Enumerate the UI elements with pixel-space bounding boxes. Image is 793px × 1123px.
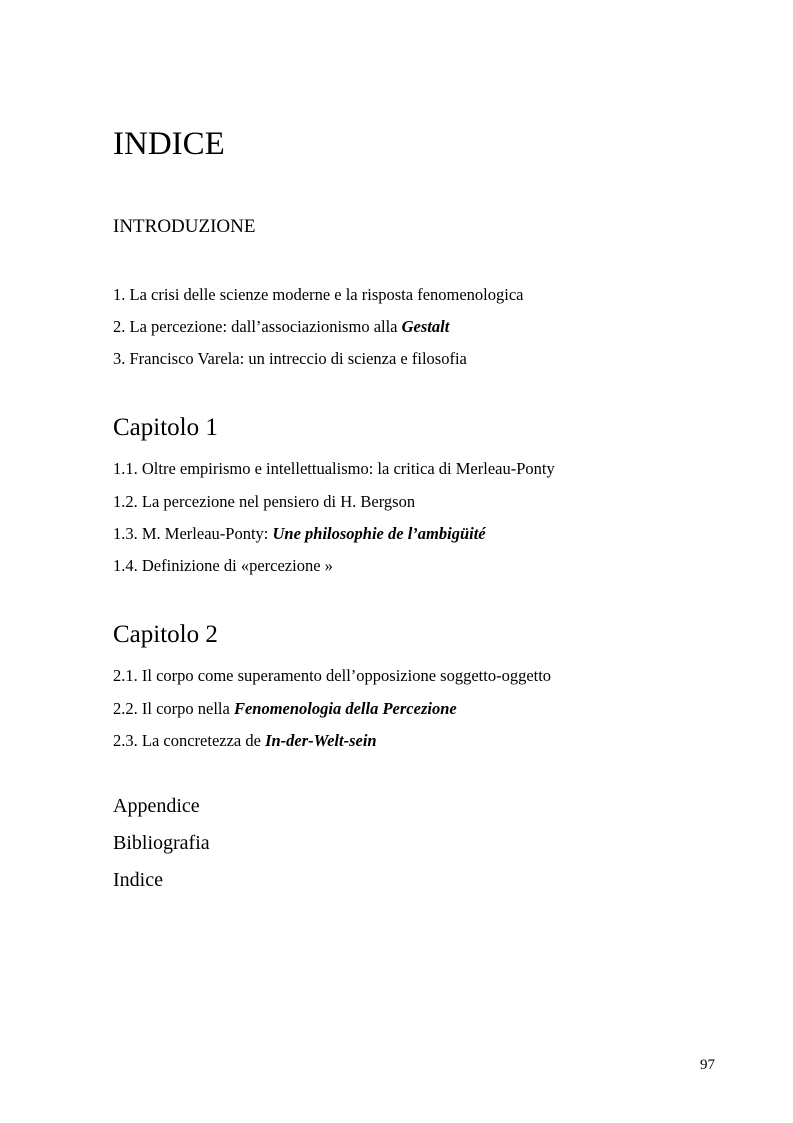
toc-entry-ch1-4 bbox=[113, 556, 333, 576]
toc-entry-intro-2 bbox=[113, 317, 449, 337]
toc-entry-ch1-3 bbox=[113, 524, 486, 544]
entry-text: 1.3. M. Merleau-Ponty: bbox=[113, 524, 273, 543]
entry-text: 1.4. Definizione di «percezione » bbox=[113, 556, 333, 575]
entry-text: 1.2. La percezione nel pensiero di H. Bergson bbox=[113, 492, 416, 511]
entry-emphasis: Fenomenologia della Percezione bbox=[233, 699, 457, 718]
chapter1-heading: Capitolo 1 bbox=[113, 414, 218, 441]
entry-text: 3. Francisco Varela: un intreccio di scienza e filosofia bbox=[113, 349, 467, 368]
toc-index: Indice bbox=[113, 869, 163, 891]
toc-entry-ch2-3 bbox=[113, 731, 377, 751]
entry-emphasis: In-der-Welt-sein bbox=[265, 731, 377, 750]
toc-entry-intro-3 bbox=[113, 349, 467, 369]
entry-text: 2.2. Il corpo nella bbox=[113, 699, 234, 718]
entry-emphasis: Une philosophie de l’ambigüité bbox=[272, 524, 486, 543]
toc-bibliography: Bibliografia bbox=[113, 832, 210, 854]
entry-text: 2.1. Il corpo come superamento dell’opposizione soggetto-oggetto bbox=[113, 666, 552, 685]
toc-entry-ch1-2 bbox=[113, 492, 415, 512]
toc-entry-ch2-2 bbox=[113, 699, 457, 719]
entry-text: 2. La percezione: dall’associazionismo alla bbox=[113, 317, 402, 336]
entry-text: 2.3. La concretezza de bbox=[113, 731, 266, 750]
entry-text: 1.1. Oltre empirismo e intellettualismo: la critica di Merleau-Ponty bbox=[113, 459, 555, 478]
entry-emphasis: Gestalt bbox=[401, 317, 450, 336]
page-number: 97 bbox=[700, 1057, 715, 1073]
toc-entry-intro-1 bbox=[113, 285, 524, 305]
chapter2-heading: Capitolo 2 bbox=[113, 621, 218, 648]
toc-entry-ch2-1 bbox=[113, 666, 551, 686]
toc-entry-ch1-1 bbox=[113, 459, 555, 479]
toc-title: INDICE bbox=[113, 126, 225, 162]
intro-heading: INTRODUZIONE bbox=[113, 216, 256, 237]
entry-text: 1. La crisi delle scienze moderne e la risposta fenomenologica bbox=[113, 285, 524, 304]
toc-appendix: Appendice bbox=[113, 795, 200, 817]
